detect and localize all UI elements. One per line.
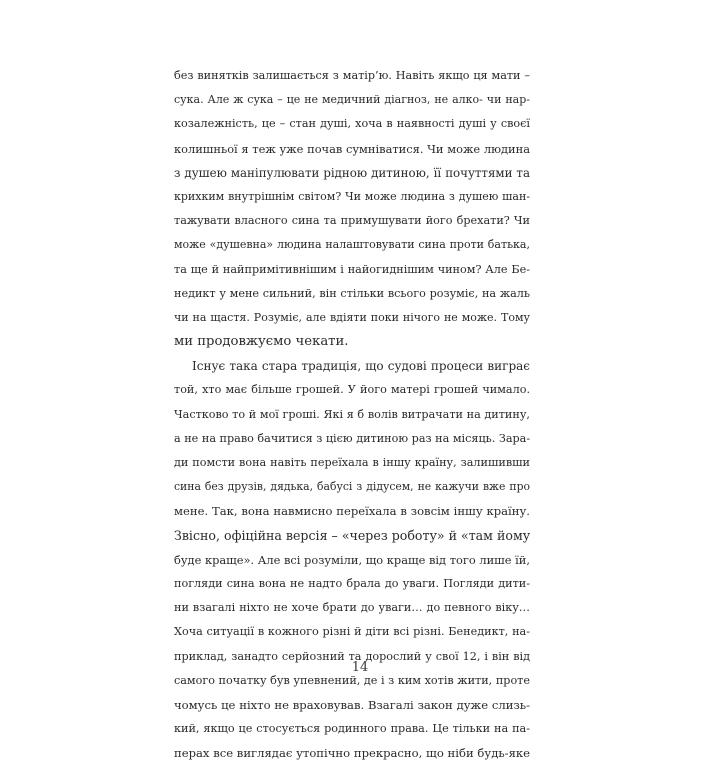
text-line: приклад, занадто серйозний та дорослий у свої 12, і він від <box>174 649 530 663</box>
text-line: сина без друзів, дядька, бабусі з дідусем, не кажучи вже про <box>174 480 530 494</box>
text-line: козалежність, це – стан душі, хоча в наявності душі у своєї <box>174 117 530 131</box>
text-line: ди помсти вона навіть переїхала в іншу країну, залишивши <box>174 456 530 469</box>
text-line: тажувати власного сина та примушувати його брехати? Чи <box>174 214 530 228</box>
text-line: самого початку був упевнений, де і з ким хотів жити, проте <box>174 673 530 687</box>
text-line: ни взагалі ніхто не хоче брати до уваги… до певного віку… <box>174 601 530 615</box>
text-line: чомусь це ніхто не враховував. Взагалі закон дуже слизь- <box>174 697 530 712</box>
text-line: може «душевна» людина налаштовувати сина проти батька, <box>174 238 530 252</box>
text-line: Існує така стара традиція, що судові процеси виграє <box>192 359 530 374</box>
text-line: Частково то й мої гроші. Які я б волів витрачати на дитину, <box>174 407 530 421</box>
text-line: та ще й найпримітивнішим і найогиднішим чином? Але Бе- <box>174 262 530 276</box>
text-line: Хоча ситуації в кожного різні й діти всі різні. Бенедикт, на- <box>174 625 530 639</box>
text-line: той, хто має більше грошей. У його матері грошей чимало. <box>174 383 530 397</box>
text-line: а не на право бачитися з цією дитиною раз на місяць. Зара- <box>174 431 531 445</box>
text-line: чи на щастя. Розуміє, але вдіяти поки нічого не може. Тому <box>174 310 530 324</box>
page-number: 14 <box>351 660 369 675</box>
text-line: перах все виглядає утопічно прекрасно, що ніби будь-яке <box>174 746 530 761</box>
text-line: колишньої я теж уже почав сумніватися. Чи може людина <box>174 141 530 156</box>
text-line: без винятків залишається з матір’ю. Навіть якщо ця мати – <box>174 69 530 82</box>
text-line: недикт у мене сильний, він стільки всього розуміє, на жаль <box>174 286 530 300</box>
text-line: погляди сина вона не надто брала до уваги. Погляди дити- <box>174 576 530 590</box>
text-line: кий, якщо це стосується родинного права. Це тільки на па- <box>174 722 530 736</box>
text-line: ми продовжуємо чекати. <box>174 334 349 350</box>
text-line: буде краще». Але всі розуміли, що краще від того лише їй, <box>174 552 530 567</box>
text-line: мене. Так, вона навмисно переїхала в зовсім іншу країну. <box>174 504 530 519</box>
text-line: сука. Але ж сука – це не медичний діагноз, не алко- чи нар- <box>174 93 530 107</box>
text-line: крихким внутрішнім світом? Чи може людина з душею шан- <box>174 189 530 203</box>
text-line: Звісно, офіційна версія – «через роботу» й «там йому <box>174 527 531 543</box>
text-line: з душею маніпулювати рідною дитиною, її почуттями та <box>174 165 530 180</box>
